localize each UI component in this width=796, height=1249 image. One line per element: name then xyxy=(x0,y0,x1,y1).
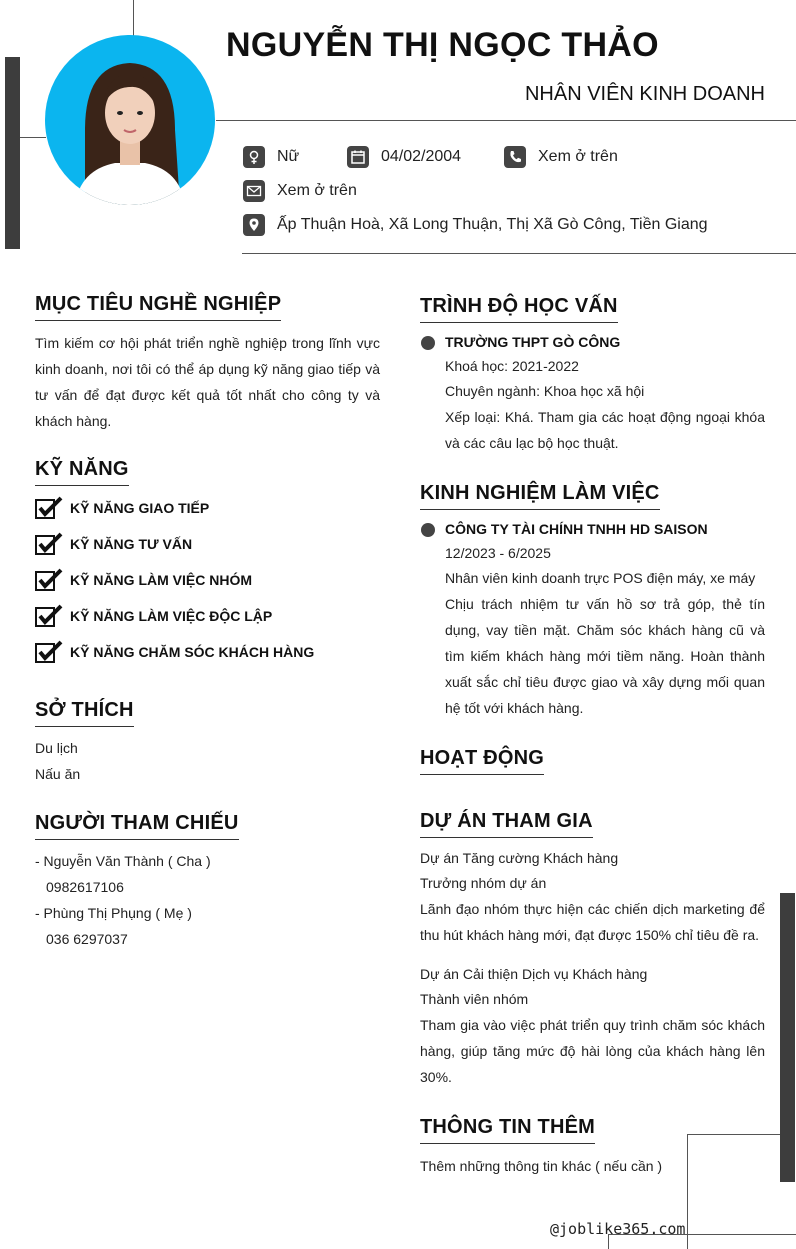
project-description: Tham gia vào việc phát triển quy trình chăm sóc khách hàng, giúp tăng mức độ hài lòng của khách hàng lên 30%. xyxy=(420,1017,765,1085)
checkbox-check-icon xyxy=(35,640,63,664)
gender-icon xyxy=(243,146,265,168)
bullet-dot xyxy=(421,523,435,537)
skill-item xyxy=(35,532,192,556)
objective-text: Tìm kiếm cơ hội phát triển nghề nghiệp trong lĩnh vực kinh doanh, nơi tôi có thể áp dụng kỹ năng giao tiếp và tư vấn để đạt được kết quả tốt nhất cho công ty và khách hàng. xyxy=(35,335,380,429)
contact-gender xyxy=(243,146,299,168)
profile-photo xyxy=(45,35,215,205)
calendar-icon xyxy=(347,146,369,168)
project-name: Dự án Cải thiện Dịch vụ Khách hàng xyxy=(420,966,648,982)
skill-label: KỸ NĂNG TƯ VẤN xyxy=(70,536,193,552)
project-role: Trưởng nhóm dự án xyxy=(420,875,547,891)
checkbox-check-icon xyxy=(35,568,63,592)
corner-box-left xyxy=(687,1134,688,1249)
phone-icon xyxy=(504,146,526,168)
full-name: NGUYỄN THỊ NGỌC THẢO xyxy=(226,26,659,64)
phone-value: Xem ở trên xyxy=(538,148,618,165)
email-value: Xem ở trên xyxy=(277,182,357,199)
header-divider xyxy=(216,120,796,121)
contact-birthday xyxy=(347,146,461,168)
reference-name: - Nguyễn Văn Thành ( Cha ) xyxy=(35,853,211,869)
skill-item xyxy=(35,496,209,520)
extra-info-heading: THÔNG TIN THÊM xyxy=(420,1116,595,1144)
location-pin-icon xyxy=(243,214,265,236)
reference-phone: 0982617106 xyxy=(46,879,124,895)
skill-item xyxy=(35,640,314,664)
checkbox-check-icon xyxy=(35,532,63,556)
job-title: NHÂN VIÊN KINH DOANH xyxy=(524,83,765,105)
project-name: Dự án Tăng cường Khách hàng xyxy=(420,850,619,866)
company-name: CÔNG TY TÀI CHÍNH TNHH HD SAISON xyxy=(445,521,708,537)
address-value: Ấp Thuận Hoà, Xã Long Thuận, Thị Xã Gò Công, Tiền Giang xyxy=(277,216,708,233)
gender-value: Nữ xyxy=(277,148,300,165)
education-rank: Xếp loại: Khá. Tham gia các hoạt động ngoại khóa và các câu lạc bộ học thuật. xyxy=(445,409,765,451)
left-horizontal-line xyxy=(20,137,46,138)
hobby-item: Du lịch xyxy=(35,740,78,756)
contact-divider xyxy=(242,253,796,254)
skill-label: KỸ NĂNG LÀM VIỆC ĐỘC LẬP xyxy=(70,608,273,624)
avatar xyxy=(45,35,215,205)
checkbox-check-icon xyxy=(35,496,63,520)
objective-heading: MỤC TIÊU NGHỀ NGHIỆP xyxy=(35,293,281,321)
school-name: TRƯỜNG THPT GÒ CÔNG xyxy=(445,334,621,350)
education-heading: TRÌNH ĐỘ HỌC VẤN xyxy=(420,295,618,323)
project-description: Lãnh đạo nhóm thực hiện các chiến dịch marketing để thu hút khách hàng mới, đạt được 150% chỉ tiêu đề ra. xyxy=(420,901,765,943)
education-course: Khoá học: 2021-2022 xyxy=(445,358,579,374)
birthday-value: 04/02/2004 xyxy=(381,148,462,165)
extra-info-text: Thêm những thông tin khác ( nếu cần ) xyxy=(420,1158,663,1174)
left-accent-bar xyxy=(5,57,20,249)
corner-box-top xyxy=(687,1134,780,1135)
skill-item xyxy=(35,568,252,592)
project-role: Thành viên nhóm xyxy=(420,991,529,1007)
projects-heading: DỰ ÁN THAM GIA xyxy=(420,810,593,838)
contact-email xyxy=(243,180,357,202)
bullet-dot xyxy=(421,336,435,350)
skill-label: KỸ NĂNG LÀM VIỆC NHÓM xyxy=(70,572,252,588)
checkbox-check-icon xyxy=(35,604,63,628)
experience-description: Chịu trách nhiệm tư vấn hồ sơ trả góp, thẻ tín dụng, vay tiền mặt. Chăm sóc khách hàng cũ và tìm kiếm khách hàng mới tiềm năng. Hoàn thành xuất sắc chỉ tiêu được giao và xây dựng mối quan hệ tốt với khách hàng. xyxy=(445,596,765,716)
hobby-item: Nấu ăn xyxy=(35,766,81,782)
right-accent-bar xyxy=(780,893,795,1182)
experience-heading: KINH NGHIỆM LÀM VIỆC xyxy=(420,482,660,510)
hobbies-heading: SỞ THÍCH xyxy=(35,699,134,727)
experience-period: 12/2023 - 6/2025 xyxy=(445,545,551,561)
skill-item xyxy=(35,604,272,628)
experience-position: Nhân viên kinh doanh trực POS điện máy, xe máy xyxy=(445,570,756,586)
top-vertical-line xyxy=(133,0,134,36)
reference-phone: 036 6297037 xyxy=(46,931,128,947)
education-major: Chuyên ngành: Khoa học xã hội xyxy=(445,383,645,399)
skill-label: KỸ NĂNG GIAO TIẾP xyxy=(70,500,210,516)
skills-heading: KỸ NĂNG xyxy=(35,458,129,486)
reference-name: - Phùng Thị Phụng ( Mẹ ) xyxy=(35,905,192,921)
watermark-link[interactable]: @joblike365.com xyxy=(550,1220,686,1238)
contact-address xyxy=(243,214,708,236)
contact-phone xyxy=(504,146,618,168)
skill-label: KỸ NĂNG CHĂM SÓC KHÁCH HÀNG xyxy=(70,644,315,660)
email-icon xyxy=(243,180,265,202)
activities-heading: HOẠT ĐỘNG xyxy=(420,747,544,775)
references-heading: NGƯỜI THAM CHIẾU xyxy=(35,812,239,840)
